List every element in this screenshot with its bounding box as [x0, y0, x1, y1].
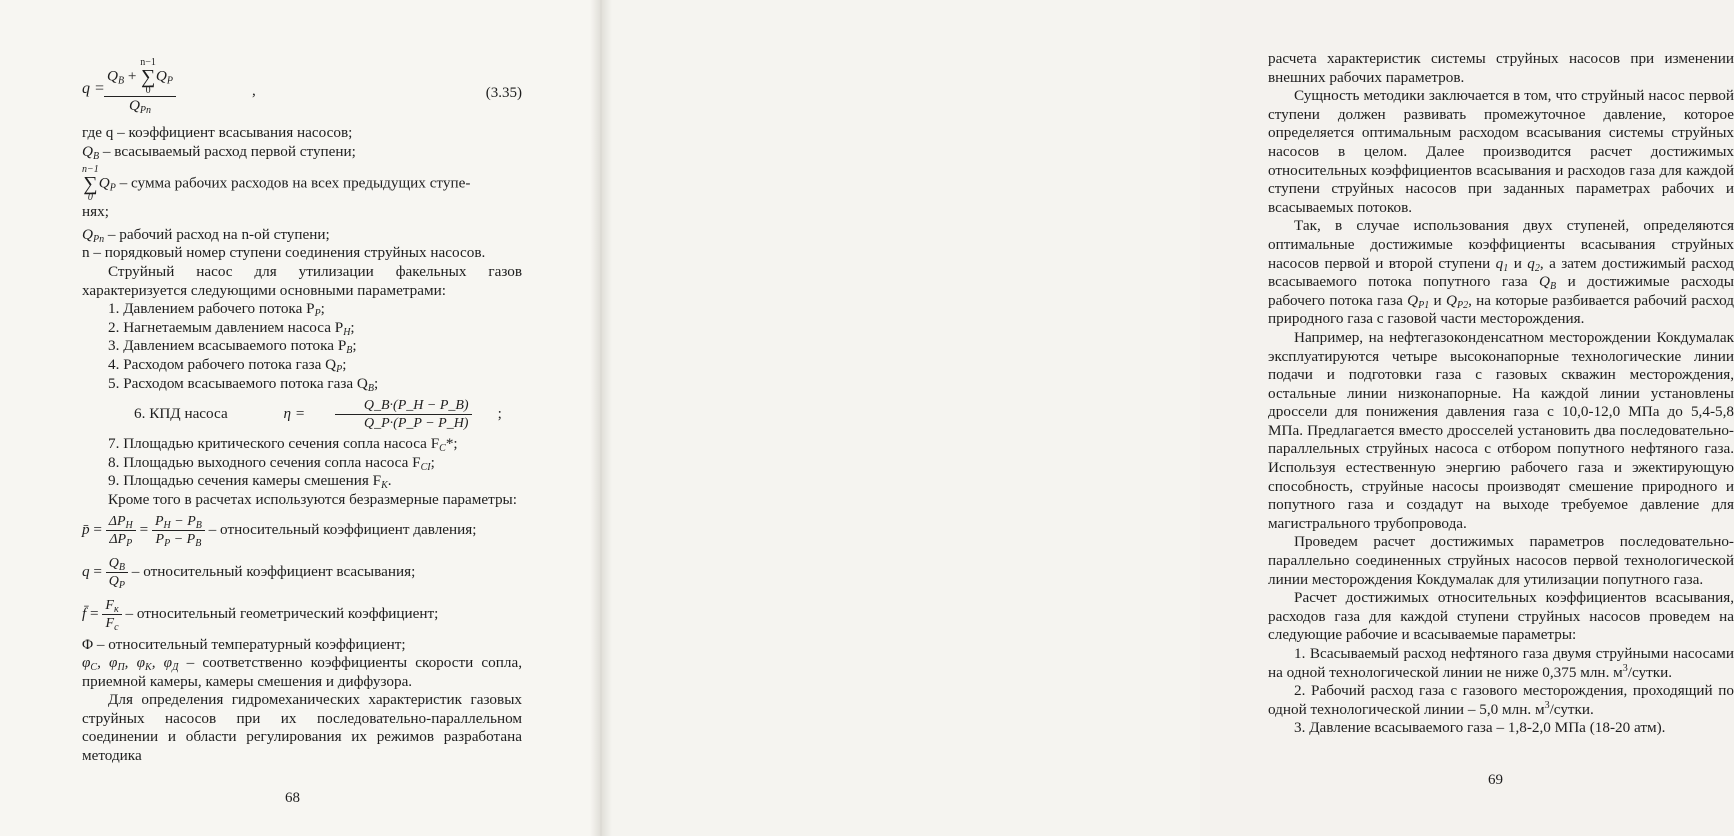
formula-3-35: q = $Q_B + n-1$ ∑ $0Q_P$ $Q_{Pn}$ , (3.35) [82, 57, 522, 116]
intro-paragraph: Струйный насос для утилизации факельных газов характеризуется следующими основными параметрами: [82, 262, 522, 299]
method-paragraph: Для определения гидромеханических характеристик газовых струйных насосов при их последовательно-параллельном соединении и области регулирования их режимов разработана методика [82, 691, 522, 765]
paragraph-1: расчета характеристик системы струйных насосов при изменении внешних рабочих параметров. [1268, 50, 1734, 86]
paragraph-5: Проведем расчет достижимых параметров последовательно-параллельно соединенных струйных насосов первой технологической линии месторождения Кокдумалак для утилизации попутного газа. [1268, 533, 1734, 588]
where-q: где q – коэффициент всасывания насосов; [82, 124, 353, 141]
param-9: 9. Площадью сечения камеры смешения $F_K$. [108, 472, 392, 492]
param-5: 5. Расходом всасываемого потока газа $Q_B$; [108, 374, 379, 394]
paragraph-6: Расчет достижимых относительных коэффициентов всасывания, расходов газа для каждой ступени струйных насосов проведем на следующие рабочие и всасываемые параметры: [1268, 589, 1734, 644]
list-item-1: 1. Всасываемый расход нефтяного газа двумя струйными насосами на одной технологической линии не ниже 0,375 млн. $м^3$/сутки. [1268, 645, 1734, 681]
phi-description: Φ – относительный температурный коэффициент; [82, 635, 406, 653]
formula-fraction: $Q_B + n-1$ ∑ $0Q_P$ $Q_{Pn}$ [104, 58, 176, 116]
q-rel-formula: q = $\frac{Q_B}{Q_P}$ – относительный коэффициент всасывания; [82, 556, 416, 591]
param-4: 4. Расходом рабочего потока газа $Q_P$; [108, 355, 347, 375]
sum-description: n−1 ∑ $0Q_P$ – сумма рабочих расходов на всех предыдущих ступе- [82, 164, 471, 204]
sum-description-cont: нях; [82, 203, 109, 221]
formula-lhs: q = [82, 80, 105, 97]
where-qb: $Q_B$ – всасываемый расход первой ступени; [82, 142, 356, 162]
dimensionless-intro: Кроме того в расчетах используются безразмерные параметры: [108, 490, 517, 508]
param-8: 8. Площадью выходного сечения сопла насоса $F_{CI}$; [108, 453, 435, 473]
equation-number: (3.35) [485, 85, 522, 101]
left-page [0, 0, 598, 836]
n-description: n – порядковый номер ступени соединения струйных насосов. [82, 244, 486, 262]
left-page-text [82, 58, 522, 766]
page-number-right: 69 [1488, 772, 1503, 788]
f-rel-formula: f̄ = $\frac{F_к}{F_c}$ – относительный геометрический коэффициент; [82, 598, 439, 633]
book-gutter [590, 0, 612, 836]
param-6-kpd: 6. КПД насоса η = $\frac{Q\_B\cdot(P\_H - P\_B)}{Q\_P\cdot(P\_P - P\_H)}$ ; [134, 397, 502, 431]
paragraph-3: Так, в случае использования двух ступеней, определяются оптимальные достижимые коэффициенты всасывания струйных насосов первой и второй ступени $q_1$ и $q_2$, а затем достижимый расход всасываемого потока попутного газа $Q_B$ и достижимые расходы рабочего потока газа $Q_{P1}$ и $Q_{P2}$, на которые разбивается рабочий расход природного газа с газовой части месторождения. [1268, 217, 1734, 328]
paragraph-4: Например, на нефтегазоконденсатном месторождении Кокдумалак эксплуатируются четыре высоконапорные технологические линии подачи и подготовки газа с газовых скважин месторождения, остальные линии низконапорные. На каждой линии установлены дроссели для понижения давления газа с 10,0-12,0 МПа до 5,4-5,8 МПа. Предлагается вместо дросселей установить два последовательно-параллельных струйных насоса с отбором попутного нефтяного газа. Используя естественную энергию рабочего газа и эжектирующую способность, струйные насосы производят смешение природного и попутного газа и создадут на выходе требуемое давление для магистрального трубопровода. [1268, 328, 1734, 532]
list-item-3: 3. Давление всасываемого газа – 1,8-2,0 МПа (18-20 атм). [1294, 719, 1666, 737]
param-7: 7. Площадью критического сечения сопла насоса $F_C*$; [108, 435, 458, 455]
list-item-2: 2. Рабочий расход газа с газового месторождения, проходящий по одной технологической линии – 5,0 млн. $м^3$/сутки. [1268, 682, 1734, 718]
speed-coefficients: $\varphi_C$, $\varphi_П$, $\varphi_K$, $\varphi_Д$ – соответственно коэффициенты скорости сопла, приемной камеры, камеры смешения и диффузора. [82, 654, 522, 690]
right-page-text [1268, 50, 1734, 738]
kpd-fraction: $\frac{Q\_B\cdot(P\_H - P\_B)}{Q\_P\cdot(P\_P - P\_H)}$ [335, 397, 472, 432]
param-2: 2. Нагнетаемым давлением насоса $P_H$; [108, 318, 355, 338]
param-3: 3. Давлением всасываемого потока $P_B$; [108, 337, 357, 357]
qpn-description: $Q_{Pn}$ – рабочий расход на n-ой ступени; [82, 225, 330, 245]
page-number-left: 68 [285, 790, 300, 806]
sum-sign: n−1 ∑ 0 [140, 57, 156, 96]
right-page [600, 0, 1734, 836]
paragraph-2: Сущность методики заключается в том, что струйный насос первой ступени должен развивать промежуточное давление, которое определяется оптимальным расходом всасывания системы струйных насосов в целом. Далее производится расчет достижимых относительных коэффициентов всасывания и расходов газа для каждой ступени струйных насосов при заданных параметрах рабочих и всасываемых потоков. [1268, 87, 1734, 216]
p-rel-formula: p̄ = $\frac{\Delta P_H}{\Delta P_P}$ = $\frac{P_H - P_B}{P_P - P_B}$ – относительный коэффициент давления; [82, 514, 477, 549]
param-1: 1. Давлением рабочего потока $P_P$; [108, 300, 325, 320]
